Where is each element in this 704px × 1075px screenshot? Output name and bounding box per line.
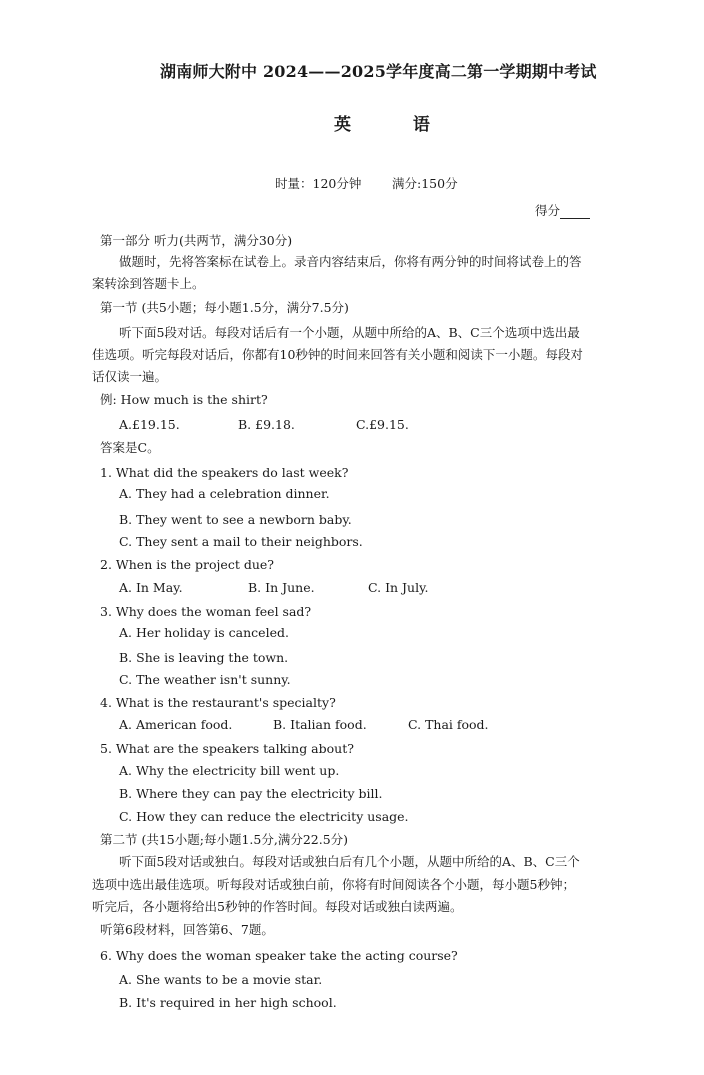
example-answer: 答案是C。 [100, 440, 160, 455]
question-1-option-a: A. They had a celebration dinner. [119, 486, 330, 501]
question-2-option-a: A. In May. [119, 580, 183, 595]
example-option-a: A.£19.15. [119, 417, 180, 432]
section2-intro-line1: 听下面5段对话或独白。每段对话或独白后有几个小题，从题中所给的A、B、C三个 [119, 854, 580, 869]
question-4-option-a: A. American food. [119, 717, 233, 732]
question-2: 2. When is the project due? [100, 557, 274, 572]
question-6-option-b: B. It's required in her high school. [119, 995, 337, 1010]
question-2-option-c: C. In July. [368, 580, 429, 595]
score-field [535, 203, 590, 219]
section1-heading: 第一节 (共5小题；每小题1.5分，满分7.5分) [100, 300, 349, 315]
example-option-b: B. £9.18. [238, 417, 295, 432]
question-1: 1. What did the speakers do last week? [100, 465, 349, 480]
question-6: 6. Why does the woman speaker take the acting course? [100, 948, 458, 963]
score-label: 得分 [535, 203, 561, 218]
question-4: 4. What is the restaurant's specialty? [100, 695, 336, 710]
part1-heading: 第一部分 听力(共两节，满分30分) [100, 233, 293, 248]
example-option-c: C.£9.15. [356, 417, 409, 432]
subject-title: 英 语 [334, 115, 458, 135]
part1-instructions-line2: 案转涂到答题卡上。 [92, 276, 205, 291]
section2-heading: 第二节 (共15小题;每小题1.5分,满分22.5分) [100, 832, 349, 847]
section1-intro-line1: 听下面5段对话。每段对话后有一个小题，从题中所给的A、B、C三个选项中选出最 [119, 325, 580, 340]
section2-intro-line2: 选项中选出最佳选项。听每段对话或独白前，你将有时间阅读各个小题，每小题5秒钟； [92, 877, 575, 892]
question-3-option-c: C. The weather isn't sunny. [119, 672, 291, 687]
example-question: 例: How much is the shirt? [100, 392, 268, 407]
part1-instructions-line1: 做题时，先将答案标在试卷上。录音内容结束后，你将有两分钟的时间将试卷上的答 [119, 254, 582, 269]
section2-intro-line3: 听完后，各小题将给出5秒钟的作答时间。每段对话或独白读两遍。 [92, 899, 463, 914]
section1-intro-line2: 佳选项。听完每段对话后，你都有10秒钟的时间来回答有关小题和阅读下一小题。每段对 [92, 347, 583, 362]
section1-intro-line3: 话仅读一遍。 [92, 369, 168, 384]
question-6-option-a: A. She wants to be a movie star. [119, 972, 323, 987]
question-3-option-b: B. She is leaving the town. [119, 650, 289, 665]
question-5-option-a: A. Why the electricity bill went up. [119, 763, 340, 778]
exam-title: 湖南师大附中 2024——2025学年度高二第一学期期中考试 [160, 62, 597, 81]
full-marks: 满分:150分 [392, 176, 458, 191]
question-1-option-b: B. They went to see a newborn baby. [119, 512, 352, 527]
question-3-option-a: A. Her holiday is canceled. [119, 625, 289, 640]
question-3: 3. Why does the woman feel sad? [100, 604, 312, 619]
question-2-option-b: B. In June. [248, 580, 315, 595]
material-6-instruction: 听第6段材料，回答第6、7题。 [100, 922, 274, 937]
question-1-option-c: C. They sent a mail to their neighbors. [119, 534, 363, 549]
question-5-option-c: C. How they can reduce the electricity usage. [119, 809, 409, 824]
question-5-option-b: B. Where they can pay the electricity bill. [119, 786, 383, 801]
time-info: 时量：120分钟 [275, 176, 362, 191]
question-4-option-b: B. Italian food. [273, 717, 367, 732]
question-5: 5. What are the speakers talking about? [100, 741, 354, 756]
question-4-option-c: C. Thai food. [408, 717, 489, 732]
score-blank [560, 206, 590, 219]
